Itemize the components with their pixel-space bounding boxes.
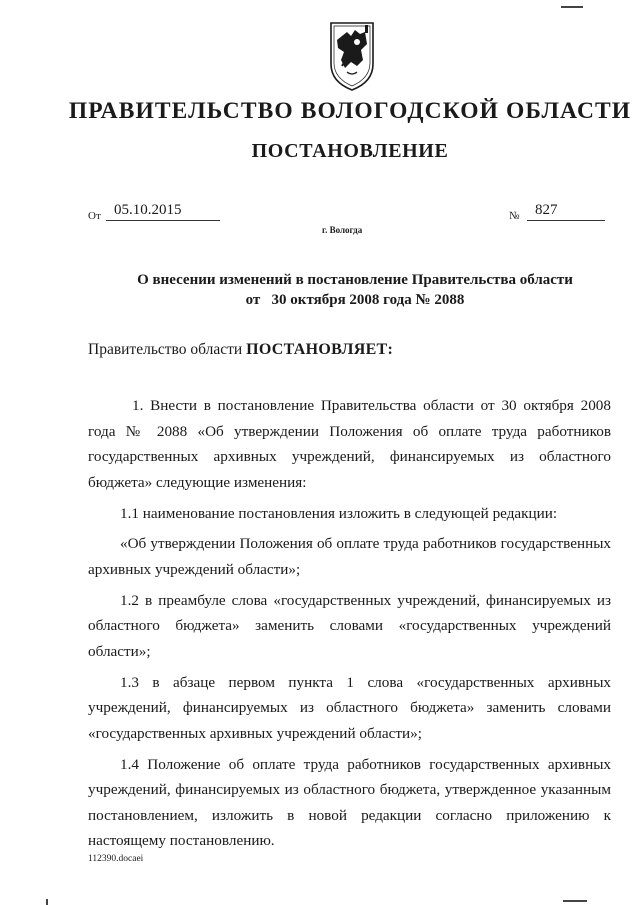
paragraph-1-4: 1.4 Положение об оплате труда работников государственных архивных учреждений, финансируемых из областного бюджета, утвержденное указанным постановлением, изложить в новой редакции согласно приложению к настоящему постановлению. [88,755,611,850]
title-line-2: от 30 октября 2008 года № 2088 [245,292,465,308]
document-date: 05.10.2015 [106,202,220,221]
paragraph-1-3: 1.3 в абзаце первом пункта 1 слова «государственных архивных учреждений, финансируемых из областного бюджета» заменить словами «государственных архивных учреждений области»; [88,673,611,742]
document-body [88,393,611,859]
scan-mark-bottom-right [563,900,587,902]
date-prefix: От [88,210,101,222]
coat-of-arms-emblem [327,20,377,92]
paragraph-1-1: 1.1 наименование постановления изложить в следующей редакции: [120,504,558,522]
file-name: 112390.docaei [88,854,144,864]
organization-name: ПРАВИТЕЛЬСТВО ВОЛОГОДСКОЙ ОБЛАСТИ [68,98,632,124]
document-type: ПОСТАНОВЛЕНИЕ [251,140,449,162]
scan-mark-top-right [561,6,583,8]
resolve-line [88,341,393,359]
document-number: 827 [527,202,605,221]
scan-mark-bottom-left [46,899,48,905]
city: г. Вологда [322,225,363,235]
document-title [90,270,620,310]
resolve-verb: ПОСТАНОВЛЯЕТ: [246,341,394,358]
resolve-prefix: Правительство области [88,341,247,358]
paragraph-1-2: 1.2 в преамбуле слова «государственных учреждений, финансируемых из областного бюджета» заменить словами «государственных учреждений области»; [88,591,611,660]
number-prefix: № [509,210,520,222]
paragraph-1: 1. Внести в постановление Правительства области от 30 октября 2008 года № 2088 «Об утверждении Положения об оплате труда работников государственных архивных учреждений, финансируемых из областного бюджета» следующие изменения: [88,397,611,491]
paragraph-1-1-text: «Об утверждении Положения об оплате труда работников государственных архивных учреждений области»; [88,535,611,578]
title-line-1: О внесении изменений в постановление Правительства области [137,272,573,288]
